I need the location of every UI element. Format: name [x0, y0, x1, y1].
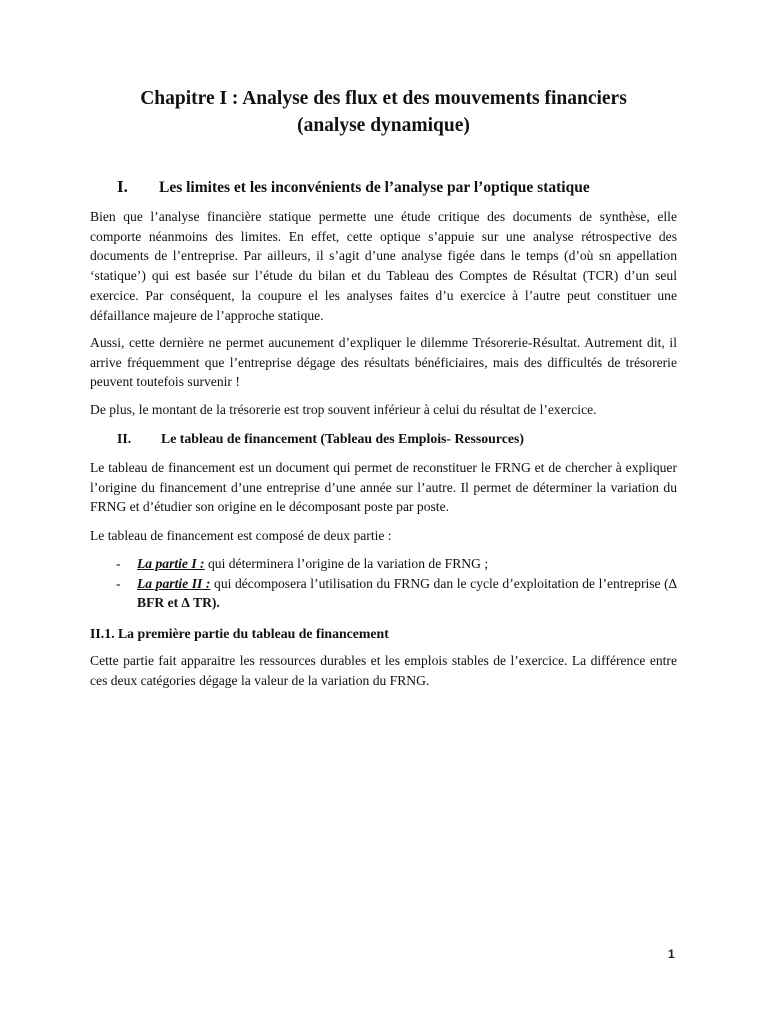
chapter-title-line-1: Chapitre I : Analyse des flux et des mouvements financiers	[140, 88, 627, 109]
section-2-paragraph-2: Le tableau de financement est composé de deux partie :	[90, 528, 392, 543]
part-1-text: qui déterminera l’origine de la variation de FRNG ;	[204, 556, 489, 571]
part-2-text: qui décomposera l’utilisation du FRNG dan le cycle d’exploitation de l’entreprise (∆	[210, 575, 678, 591]
part-2-bold-text: BFR et ∆ TR).	[137, 595, 220, 611]
section-1-number: I.	[117, 177, 128, 196]
chapter-title	[90, 85, 677, 139]
section-1-paragraph-3: De plus, le montant de la trésorerie est trop souvent inférieur à celui du résultat de l’exercice.	[90, 402, 597, 417]
page-number: 1	[668, 947, 675, 961]
section-1-title: Les limites et les inconvénients de l’analyse par l’optique statique	[159, 179, 590, 196]
chapter-title-line-2: (analyse dynamique)	[297, 115, 470, 136]
section-1-paragraph-2: Aussi, cette dernière ne permet aucunement d’expliquer le dilemme Trésorerie-Résultat. Autrement dit, il arrive fréquemment que l’entreprise dégage des résultats bénéficiaires, mais des difficultés de trésorerie peuvent toutefois survenir !	[90, 335, 677, 390]
part-1-label: La partie I :	[137, 556, 205, 571]
parts-list	[90, 554, 677, 613]
list-item	[90, 554, 677, 574]
section-2-heading	[90, 429, 677, 449]
list-dash: -	[116, 556, 121, 571]
section-1-paragraph-1: Bien que l’analyse financière statique permette une étude critique des documents de synthèse, elle comporte néanmoins des limites. En effet, cette optique s’appuie sur une analyse rétrospective des documents de l’entreprise. Par ailleurs, il s’agit d’une analyse figée dans le temps (d’où sn appellation ‘statique’) qui est basée sur l’étude du bilan et du Tableau des Comptes de Résultat (TCR) d’un seul exercice. Par conséquent, la coupure el les analyses faites d’u exercice à l’autre peut constituer une défaillance majeure de l’approche statique.	[90, 209, 677, 323]
subsection-paragraph: Cette partie fait apparaitre les ressources durables et les emplois stables de l’exercice. La différence entre ces deux catégories dégage la valeur de la variation du FRNG.	[90, 653, 677, 688]
list-item	[90, 574, 677, 613]
part-2-label: La partie II :	[137, 575, 211, 591]
section-2-number: II.	[117, 431, 132, 446]
section-1-heading	[90, 176, 677, 199]
section-2-title: Le tableau de financement (Tableau des Emplois- Ressources)	[161, 431, 524, 446]
section-2-paragraph-1: Le tableau de financement est un document qui permet de reconstituer le FRNG et de chercher à expliquer l’origine du financement d’une entreprise d’une année sur l’autre. Il permet de déterminer la variation du FRNG et d’étudier son origine en le décomposant poste par poste.	[90, 460, 677, 515]
subsection-heading: II.1. La première partie du tableau de financement	[90, 626, 389, 641]
list-dash: -	[116, 575, 121, 591]
